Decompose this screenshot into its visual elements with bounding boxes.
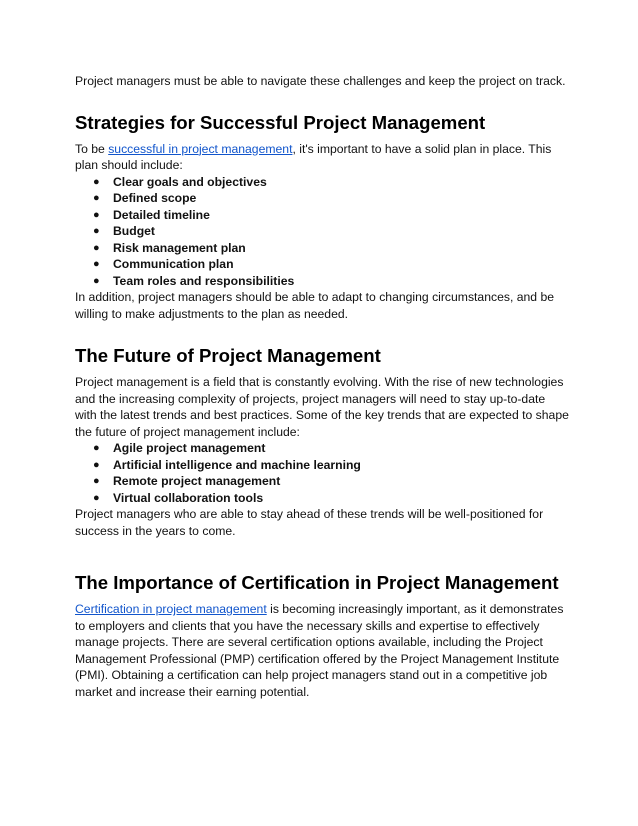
certification-in-project-management-link[interactable]: Certification in project management [75,602,267,616]
bullet-icon: ● [93,175,100,188]
successful-in-project-management-link[interactable]: successful in project management [108,141,293,156]
list-item-text: Defined scope [113,191,197,205]
bullet-icon: ● [93,241,100,254]
future-list [75,440,570,506]
list-item-text: Budget [113,224,155,238]
document-page [75,0,570,700]
future-paragraph: Project management is a field that is constantly evolving. With the rise of new technologies and the increasing complexity of projects, project managers will need to stay up-to-date with the latest trends and best practices. Some of the key trends that are expected to shape the future of project management include: [75,375,569,439]
bullet-icon: ● [93,475,100,487]
list-item-text: Remote project management [113,474,281,488]
bullet-icon: ● [93,258,100,270]
bullet-icon: ● [93,225,100,237]
future-heading: The Future of Project Management [75,345,381,366]
strategies-para-after-link: , it's important to have a solid plan in place. This plan should include: [75,141,552,172]
list-item [75,273,570,290]
certification-heading: The Importance of Certification in Project Management [75,572,559,593]
certification-paragraph [75,601,570,700]
certification-para-after-link: is becoming increasingly important, as it demonstrates to employers and clients that you have the necessary skills and expertise to effectively manage projects. There are several certification options available, including the Project Management Professional (PMP) certification offered by the Project Management Institute (PMI). Obtaining a certification can help project managers stand out in a competitive job market and increase their earning potential. [75,602,564,699]
intro-paragraph: Project managers must be able to navigate these challenges and keep the project on track. [75,74,566,88]
strategies-closing-paragraph: In addition, project managers should be able to adapt to changing circumstances, and be willing to make adjustments to the plan as needed. [75,290,555,321]
strategies-paragraph [75,141,570,174]
strategies-heading: Strategies for Successful Project Management [75,111,486,133]
bullet-icon: ● [93,192,100,204]
list-item [75,256,570,273]
strategies-para-before-link: To be [75,141,109,156]
bullet-icon: ● [93,208,100,221]
list-item-text: Agile project management [113,441,266,455]
bullet-icon: ● [93,491,100,504]
list-item [75,207,570,224]
list-item [75,174,570,191]
list-item-text: Detailed timeline [113,207,210,222]
list-item-text: Team roles and responsibilities [113,273,295,288]
strategies-list [75,174,570,290]
list-item-text: Clear goals and objectives [113,174,267,189]
list-item-text: Artificial intelligence and machine learning [113,457,361,472]
list-item [75,240,570,257]
future-closing-paragraph: Project managers who are able to stay ahead of these trends will be well-positioned for success in the years to come. [75,507,544,538]
list-item [75,490,570,507]
list-item [75,190,570,207]
list-item [75,440,570,457]
bullet-icon: ● [93,442,100,454]
list-item [75,457,570,474]
list-item [75,223,570,240]
bullet-icon: ● [93,458,100,471]
list-item-text: Virtual collaboration tools [113,490,264,505]
list-item [75,473,570,490]
list-item-text: Risk management plan [113,240,246,255]
list-item-text: Communication plan [113,257,234,271]
bullet-icon: ● [93,274,100,287]
